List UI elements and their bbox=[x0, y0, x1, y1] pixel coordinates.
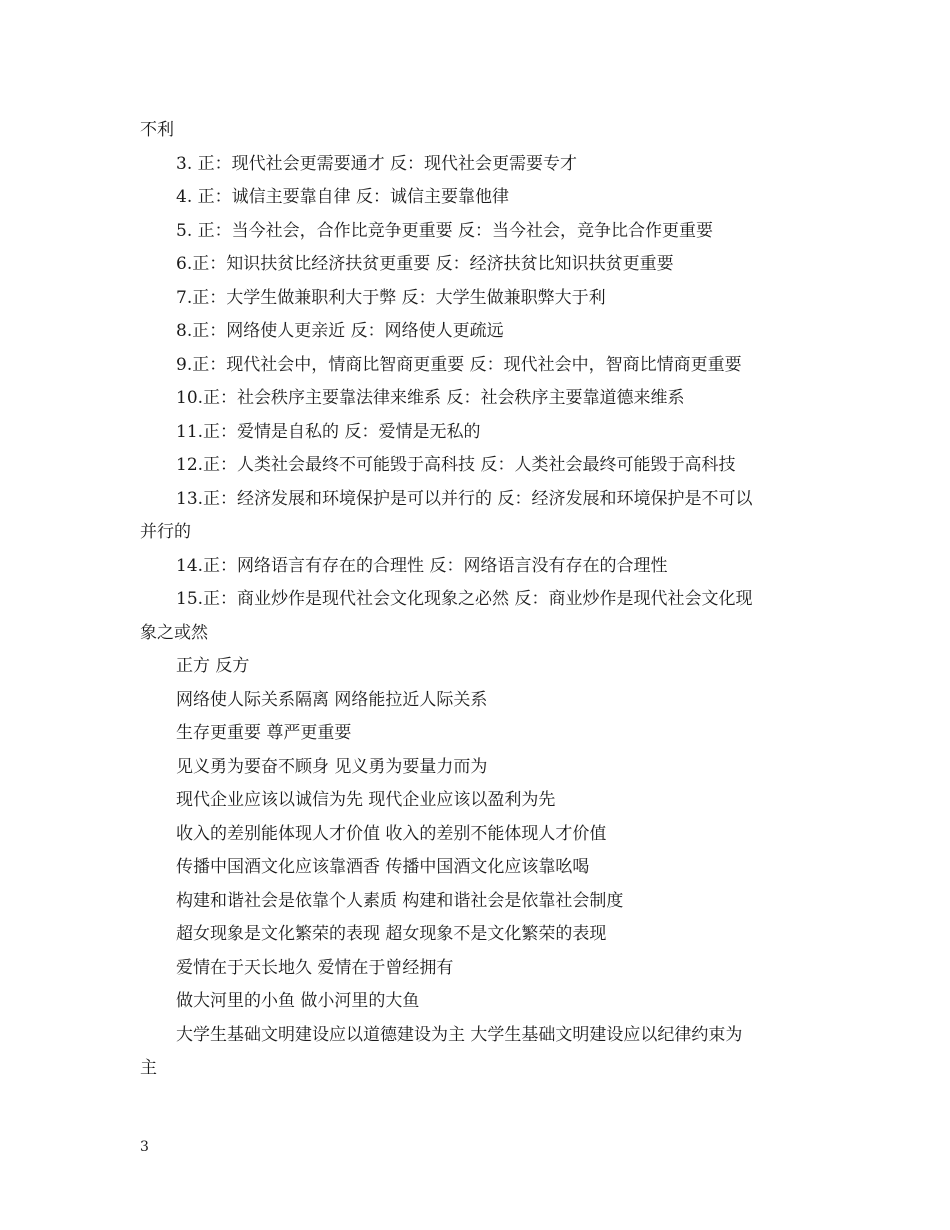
text-line: 收入的差别能体现人才价值 收入的差别不能体现人才价值 bbox=[176, 823, 607, 844]
text-line: 生存更重要 尊严更重要 bbox=[176, 723, 352, 743]
text-line: 12.正：人类社会最终不可能毁于高科技 反：人类社会最终可能毁于高科技 bbox=[176, 455, 736, 475]
text-line: 主 bbox=[140, 1058, 157, 1078]
text-line: 传播中国酒文化应该靠酒香 传播中国酒文化应该靠吆喝 bbox=[176, 857, 590, 877]
text-line: 5. 正：当今社会，合作比竞争更重要 反：当今社会，竞争比合作更重要 bbox=[176, 220, 714, 241]
text-line: 6.正：知识扶贫比经济扶贫更重要 反：经济扶贫比知识扶贫更重要 bbox=[176, 254, 674, 274]
text-line: 15.正：商业炒作是现代社会文化现象之必然 反：商业炒作是现代社会文化现 bbox=[176, 589, 753, 609]
text-line: 超女现象是文化繁荣的表现 超女现象不是文化繁荣的表现 bbox=[176, 924, 607, 944]
text-line: 并行的 bbox=[140, 522, 191, 542]
text-line: 网络使人际关系隔离 网络能拉近人际关系 bbox=[176, 689, 488, 710]
text-line: 象之或然 bbox=[140, 622, 208, 643]
text-line: 大学生基础文明建设应以道德建设为主 大学生基础文明建设应以纪律约束为 bbox=[176, 1024, 743, 1045]
text-line: 现代企业应该以诚信为先 现代企业应该以盈利为先 bbox=[176, 790, 556, 810]
text-line: 构建和谐社会是依靠个人素质 构建和谐社会是依靠社会制度 bbox=[176, 890, 624, 911]
text-line: 11.正：爱情是自私的 反：爱情是无私的 bbox=[176, 421, 481, 442]
text-line: 做大河里的小鱼 做小河里的大鱼 bbox=[176, 991, 420, 1011]
document-body bbox=[140, 114, 815, 1086]
text-line: 14.正：网络语言有存在的合理性 反：网络语言没有存在的合理性 bbox=[176, 555, 668, 576]
text-line: 不利 bbox=[140, 120, 174, 140]
text-line: 13.正：经济发展和环境保护是可以并行的 反：经济发展和环境保护是不可以 bbox=[176, 488, 753, 509]
text-line: 正方 反方 bbox=[176, 656, 250, 676]
text-line: 爱情在于天长地久 爱情在于曾经拥有 bbox=[176, 957, 454, 978]
text-line: 4. 正：诚信主要靠自律 反：诚信主要靠他律 bbox=[176, 187, 510, 207]
text-line: 7.正：大学生做兼职利大于弊 反：大学生做兼职弊大于利 bbox=[176, 287, 606, 308]
text-line: 10.正：社会秩序主要靠法律来维系 反：社会秩序主要靠道德来维系 bbox=[176, 388, 685, 408]
text-line: 见义勇为要奋不顾身 见义勇为要量力而为 bbox=[176, 756, 488, 777]
text-line: 9.正：现代社会中，情商比智商更重要 反：现代社会中，智商比情商更重要 bbox=[176, 354, 742, 375]
text-line: 3. 正：现代社会更需要通才 反：现代社会更需要专才 bbox=[176, 153, 578, 174]
page-number: 3 bbox=[140, 1139, 149, 1155]
text-line: 8.正：网络使人更亲近 反：网络使人更疏远 bbox=[176, 321, 504, 341]
